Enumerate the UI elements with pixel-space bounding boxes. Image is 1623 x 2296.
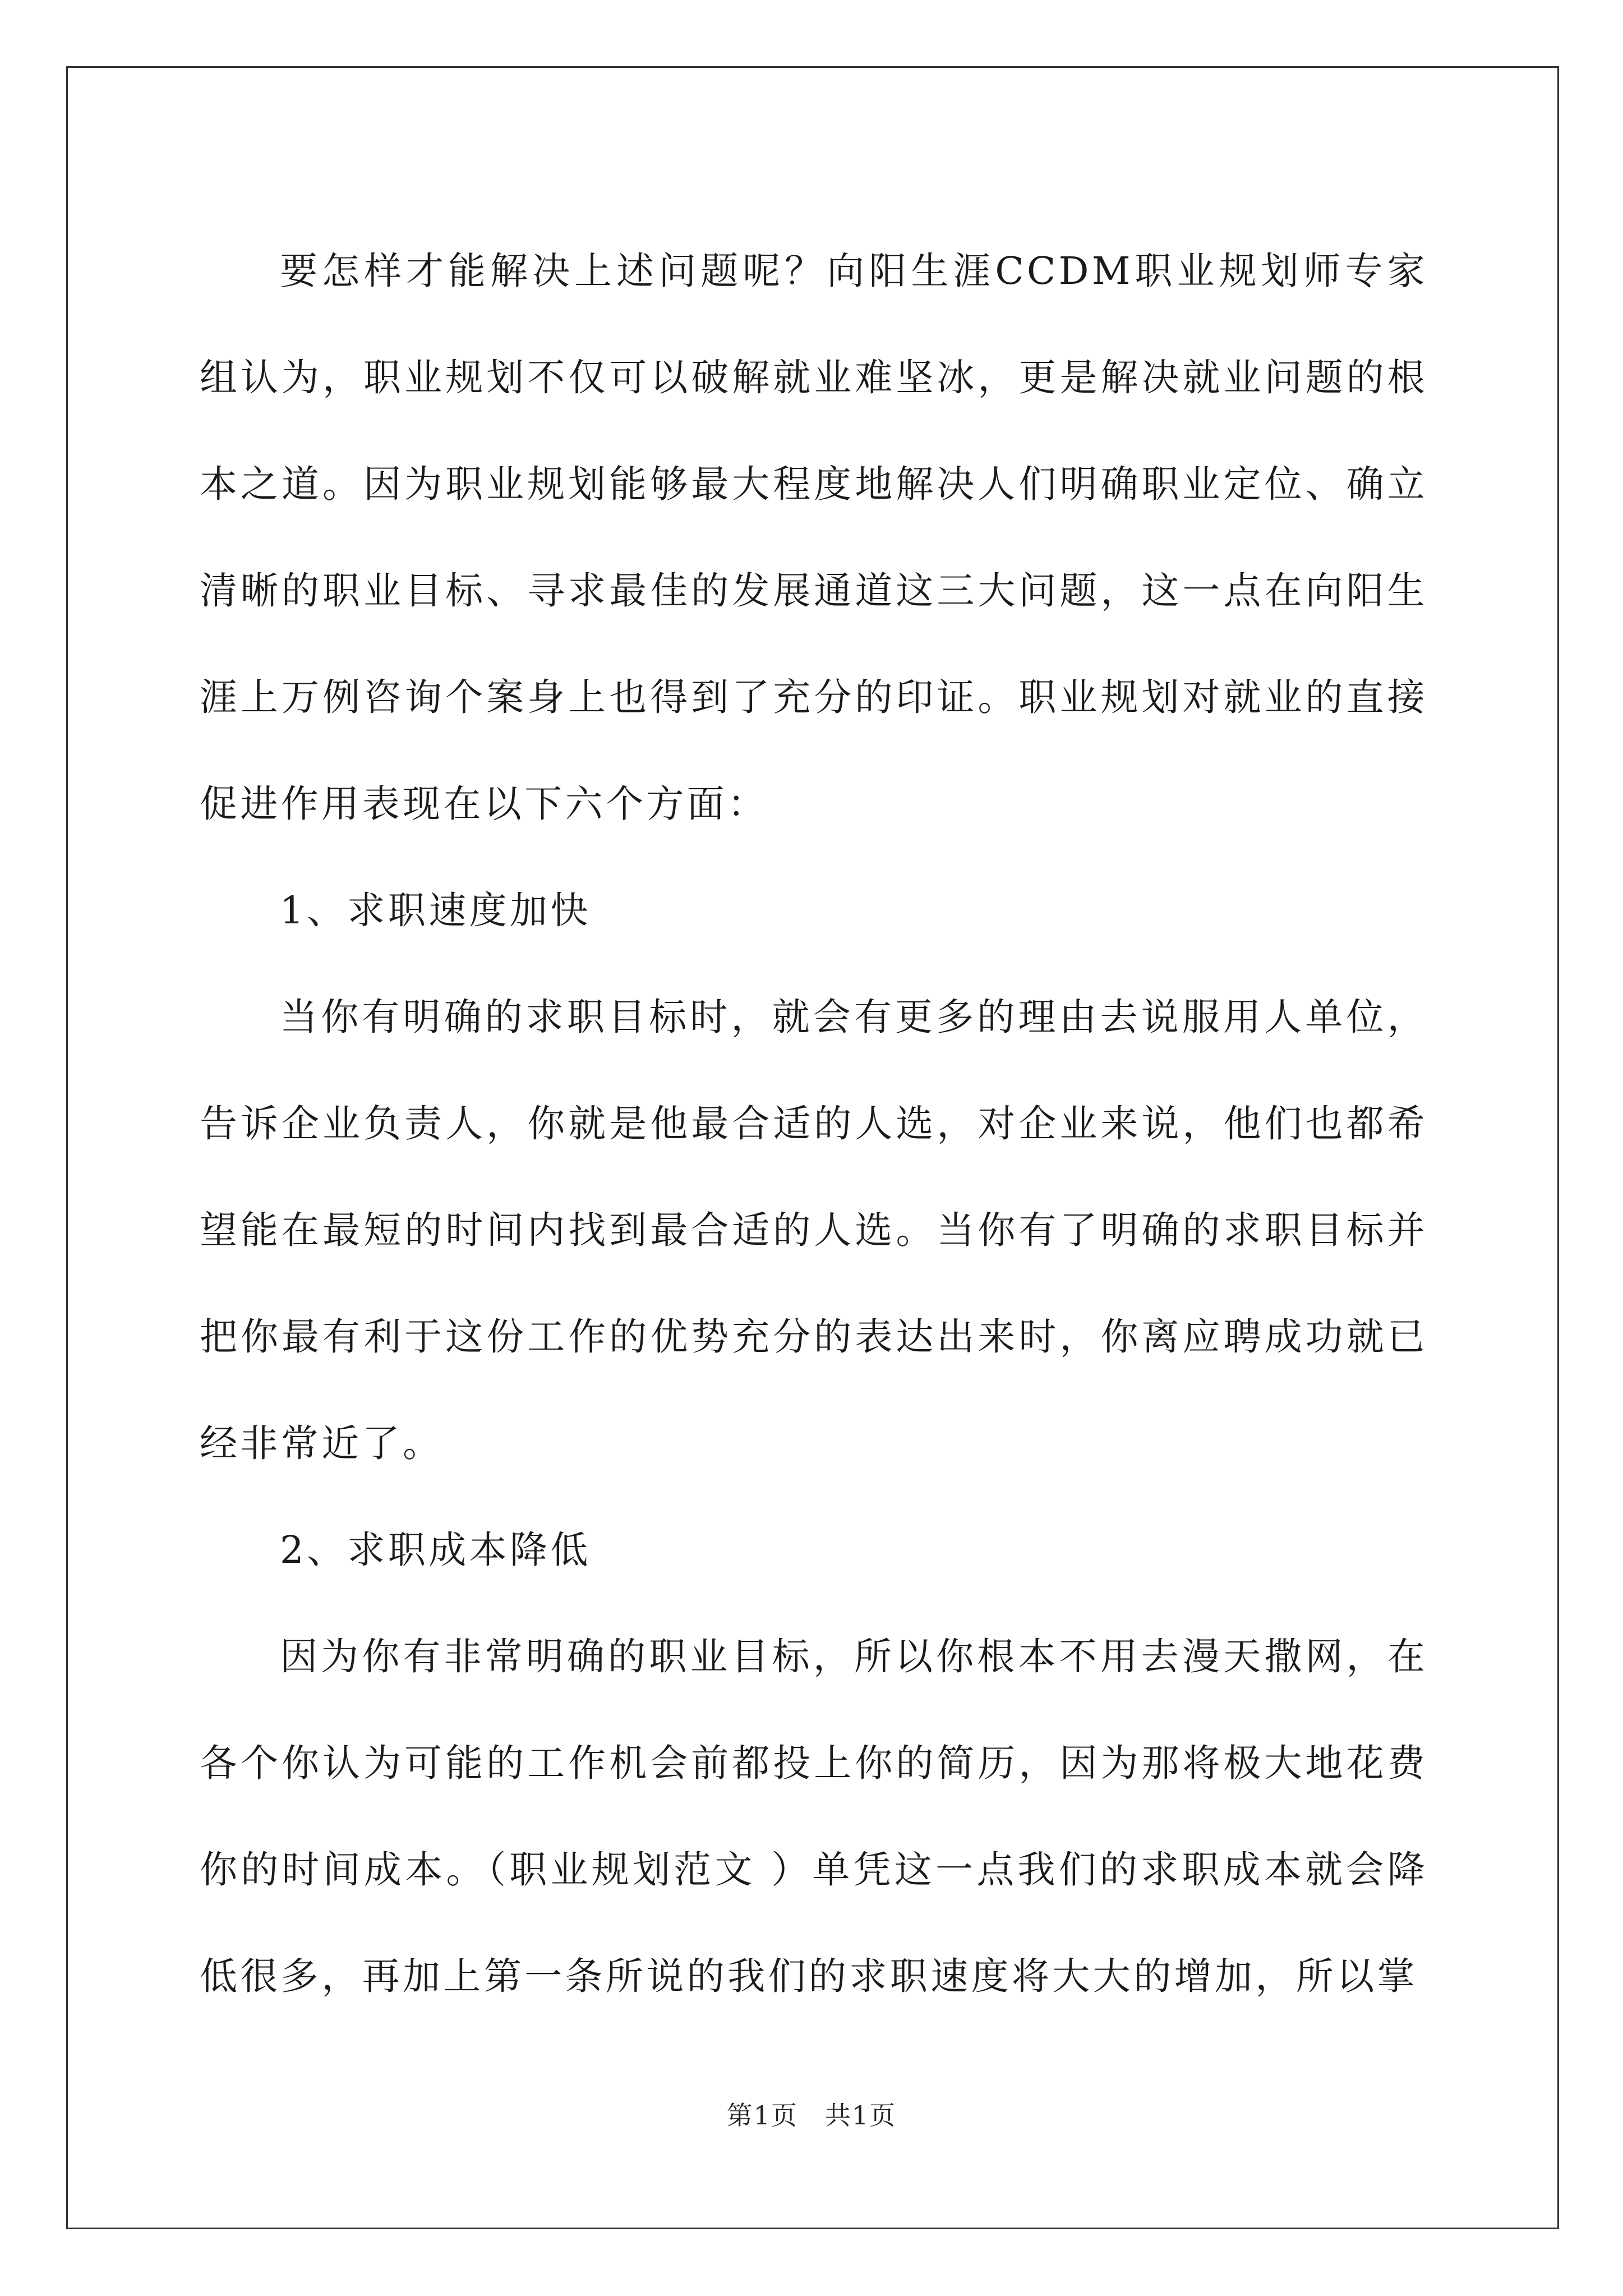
document-body <box>200 218 1428 2030</box>
paragraph-item-2: 因为你有非常明确的职业目标，所以你根本不用去漫天撒网，在各个你认为可能的工作机会前都投上你的简历，因为那将极大地花费你的时间成本。（职业规划范文 ）单凭这一点我们的求职成本就会降低很多，再加上第一条所说的我们的求职速度将大大的增加，所以掌 <box>200 1635 1428 1998</box>
heading-item-1: 1、求职速度加快 <box>280 889 591 932</box>
page-number-footer: 第1页 共1页 <box>726 2100 897 2131</box>
paragraph-item-1: 当你有明确的求职目标时，就会有更多的理由去说服用人单位，告诉企业负责人，你就是他最合适的人选，对企业来说，他们也都希望能在最短的时间内找到最合适的人选。当你有了明确的求职目标并把你最有利于这份工作的优势充分的表达出来时，你离应聘成功就已经非常近了。 <box>200 995 1428 1465</box>
heading-item-2: 2、求职成本降低 <box>280 1528 591 1572</box>
paragraph-intro: 要怎样才能解决上述问题呢？向阳生涯CCDM职业规划师专家组认为，职业规划不仅可以破解就业难坚冰，更是解决就业问题的根本之道。因为职业规划能够最大程度地解决人们明确职业定位、确立清晰的职业目标、寻求最佳的发展通道这三大问题，这一点在向阳生涯上万例咨询个案身上也得到了充分的印证。职业规划对就业的直接促进作用表现在以下六个方面： <box>200 249 1428 826</box>
